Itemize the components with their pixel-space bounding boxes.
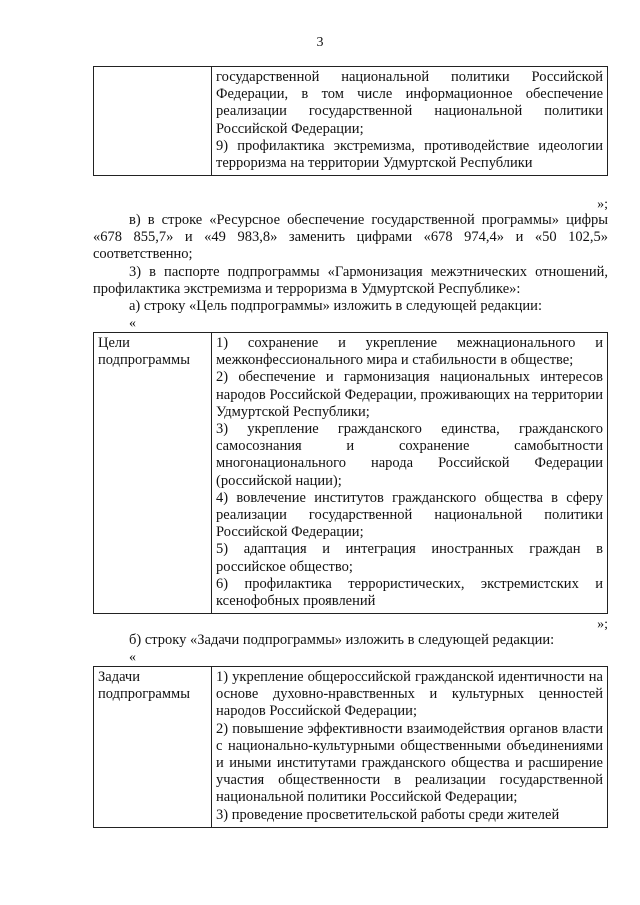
goal-item: 5) адаптация и интеграция иностранных граждан в российское общество; [216, 541, 603, 575]
task-item: 3) проведение просветительской работы среди жителей [216, 806, 560, 823]
table-item-9: 9) профилактика экстремизма, противодействие идеологии терроризма на территории Удмуртской Республики [216, 137, 603, 172]
table-content-text: государственной национальной политики Российской Федерации, в том числе информационное обеспечение реализации государственной национальной политики Российской Федерации; [216, 69, 603, 137]
goal-item: 4) вовлечение институтов гражданского общества в сферу реализации государственной национальной политики Российской Федерации; [216, 489, 603, 541]
paragraph-3: 3) в паспорте подпрограммы «Гармонизация межэтнических отношений, профилактика экстремизма и терроризма в Удмуртской Республике»: [93, 264, 608, 298]
tasks-label: Задачи подпрограммы [94, 667, 212, 828]
paragraph-b: б) строку «Задачи подпрограммы» изложить в следующей редакции: [129, 632, 555, 648]
paragraph-a: а) строку «Цель подпрограммы» изложить в следующей редакции: [129, 298, 542, 314]
table-tasks [93, 666, 608, 828]
paragraph-v: в) в строке «Ресурсное обеспечение государственной программы» цифры «678 855,7» и «49 983,8» заменить цифрами «678 974,4» и «50 102,5» соответственно; [93, 212, 608, 263]
opening-quote: « [129, 650, 136, 665]
closing-quote: »; [597, 617, 608, 632]
page-number: 3 [316, 35, 324, 50]
opening-quote: « [129, 316, 136, 331]
goal-item: 1) сохранение и укрепление межнационального и межконфессионального мира и стабильности в обществе; [216, 335, 603, 369]
closing-quote: »; [597, 197, 608, 212]
table-row [94, 667, 608, 828]
goal-item: 6) профилактика террористических, экстремистских и ксенофобных проявлений [216, 575, 603, 610]
task-item: 1) укрепление общероссийской гражданской идентичности на основе духовно-нравственных и культурных ценностей народов Российской Федерации; [216, 669, 603, 720]
goals-label: Цели подпрограммы [94, 333, 212, 614]
goal-item: 3) укрепление гражданского единства, гражданского самосознания и сохранение самобытности многонационального народа Российской Федерации (российской нации); [216, 421, 603, 489]
task-item: 2) повышение эффективности взаимодействия органов власти с национально-культурными общественными объединениями и иными институтами гражданского общества и расширение участия общественности в реализации государственной национальной политики Российской Федерации; [216, 720, 603, 806]
goal-item: 2) обеспечение и гармонизация национальных интересов народов Российской Федерации, проживающих на территории Удмуртской Республики; [216, 369, 603, 420]
tasks-content [212, 667, 608, 828]
